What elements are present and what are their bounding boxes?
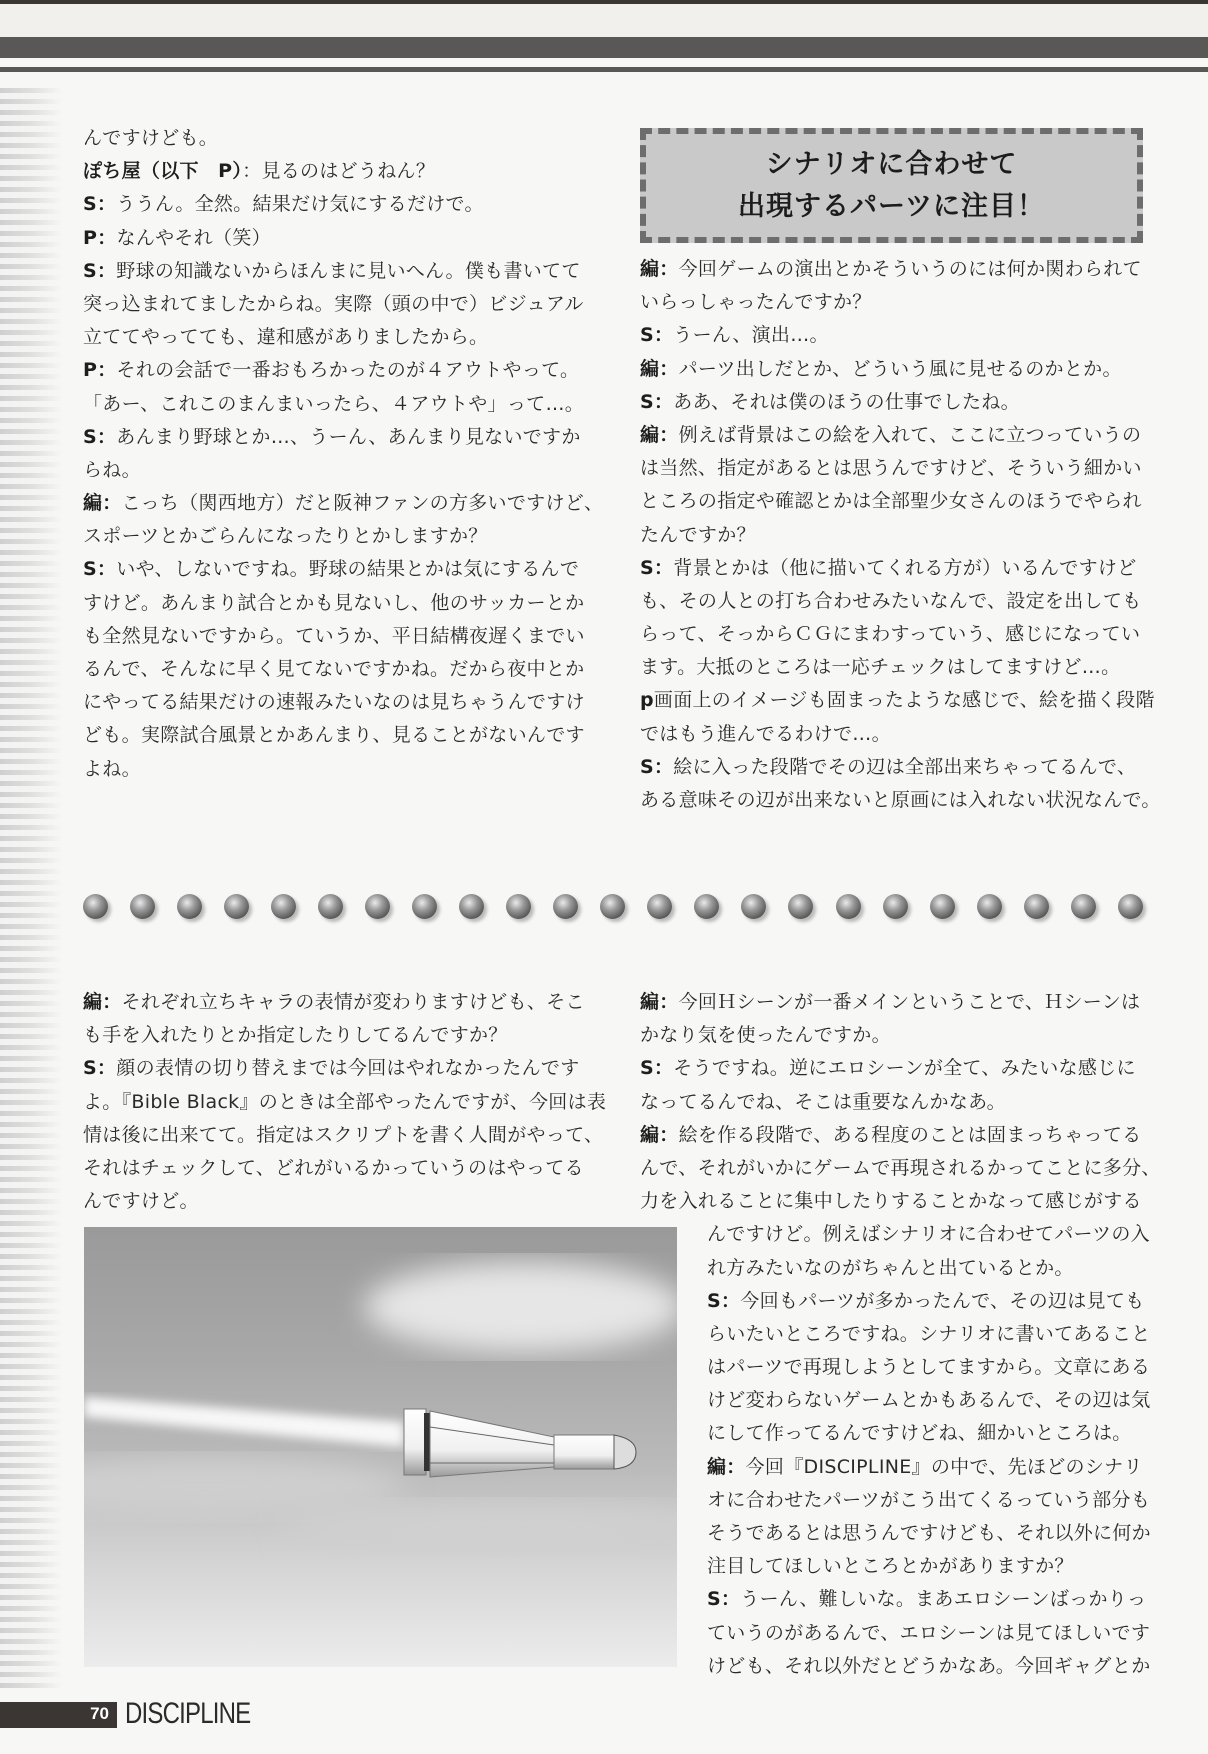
line-text: 今回もパーツが多かったんで、その辺は見ても [740,1289,1145,1312]
line-text: 野球の知識ないからほんまに見いへん。僕も書いてて [116,259,581,282]
line-text: らって、そっからＣＧにまわすっていう、感じになってい [640,623,1141,646]
divider-dot [836,894,861,919]
line-text: なんやそれ（笑） [116,226,271,249]
line-text: スポーツとかごらんになったりとかしますか？ [83,525,488,548]
speaker-label: S： [640,755,674,778]
text-line [640,784,1161,817]
text-line [640,452,1150,485]
divider-dot [553,894,578,919]
text-line [640,1052,1150,1085]
text-line [640,651,1150,684]
text-line [640,1351,1150,1384]
divider-dot [318,894,343,919]
text-line [640,1152,1161,1185]
interview-column-bottom-left [83,986,607,1218]
speaker-label: S： [707,1588,741,1611]
divider-dot [177,894,202,919]
text-line [640,1119,1150,1152]
line-text: それはチェックして、どれがいるかっていうのはやってる [83,1156,584,1179]
divider-dot [224,894,249,919]
line-text: んで、それがいかにゲームで再現されるかってことに多分、 [640,1156,1161,1179]
speaker-label: 編： [640,258,679,280]
text-line [83,1185,593,1218]
speaker-label: S： [83,259,117,282]
line-text: も手を入れたりとか指定したりしてるんですか？ [83,1024,508,1047]
divider-dot [694,894,719,919]
line-text: たんですか？ [640,523,756,546]
line-text: 立ててやってても、違和感がありましたから。 [83,326,489,349]
top-band [0,4,1208,37]
speaker-label: p [640,689,654,712]
text-line [640,751,1150,784]
text-line [640,253,1150,286]
line-text: すけど。あんまり試合とかも見ないし、他のサッカーとか [83,591,585,614]
margin-stripes [0,88,62,1688]
line-text: よね。 [83,757,141,780]
divider-dot [83,894,108,919]
line-text: ていうのがあるんで、エロシーンは見てほしいです [707,1621,1151,1644]
text-line [640,684,1155,717]
line-text: オに合わせたパーツがこう出てくるっていう部分も [707,1488,1151,1511]
line-text: そうですね。逆にエロシーンが全て、みたいな感じに [673,1057,1136,1080]
divider-dot [271,894,296,919]
text-line [83,321,593,354]
line-text: 「あー、これこのまんまいったら、４アウトや」って…。 [83,392,585,415]
speaker-label: 編： [640,357,679,380]
text-line [640,1451,1150,1484]
line-text: けども、それ以外だとどうかなあ。今回ギャグとか [707,1654,1151,1677]
speaker-label: ぽち屋（以下 P） [83,160,243,183]
text-line [640,618,1150,651]
line-text: 例えば背景はこの絵を入れて、ここに立つっていうの [678,423,1142,446]
divider-dot [883,894,908,919]
text-line [640,519,1150,552]
divider-dot [977,894,1002,919]
line-text: らいたいところですね。シナリオに書いてあること [707,1322,1151,1345]
section-heading-line-1: シナリオに合わせて [765,148,1018,180]
text-line [83,620,593,653]
text-line [640,1417,1150,1450]
text-line [83,122,593,155]
text-line [83,487,604,520]
page-number: 70 [90,1704,109,1723]
line-text: ども。実際試合風景とかあんまり、見ることがないんです [83,724,585,747]
text-line [83,1086,607,1119]
text-line [640,1019,1150,1052]
line-text: うーん、難しいな。まあエロシーンばっかりっ [740,1588,1147,1611]
text-line [83,454,593,487]
text-line [83,388,593,421]
line-text: こっち（関西地方）だと阪神ファンの方多いですけど、 [121,492,604,515]
line-text: にして作ってるんですけどね、細かいところは。 [707,1422,1132,1445]
text-line [640,1550,1150,1583]
line-text: も全然見ないですから。ていうか、平日結構夜遅くまでい [83,624,585,647]
footer-title: DISCIPLINE [125,1697,251,1730]
line-text: それぞれ立ちキャラの表情が変わりますけども、そこ [121,991,585,1013]
line-text: よ。『Bible Black』のときは全部やったんですが、今回は表 [83,1090,607,1113]
text-line [83,653,593,686]
line-text: けど変わらないゲームとかもあるんで、その辺は気 [707,1389,1151,1412]
text-line [640,1185,1150,1218]
text-line [640,419,1150,452]
text-line [83,753,593,786]
speaker-label: S： [83,1057,117,1080]
line-text: 今回『DISCIPLINE』の中で、先ほどのシナリ [745,1455,1143,1478]
line-text: なってるんでね、そこは重要なんかなあ。 [640,1090,1006,1113]
line-text: 顔の表情の切り替えまでは今回はやれなかったんです [116,1057,580,1080]
speaker-label: S： [640,390,674,413]
line-text: はパーツで再現しようとしてますから。文章にある [707,1356,1151,1379]
line-text: 注目してほしいところとかがありますか？ [707,1555,1074,1578]
line-text: うーん、演出…。 [673,324,829,347]
text-line [640,319,1150,352]
section-heading-line-2: 出現するパーツに注目！ [738,190,1045,222]
divider-dot [365,894,390,919]
text-line [640,353,1150,386]
text-line [640,1252,1150,1285]
interview-column-top-right [640,253,1161,817]
line-text: それの会話で一番おもろかったのが４アウトやって。 [116,359,580,382]
text-line [83,1119,604,1152]
text-line [83,288,593,321]
divider-dot [1024,894,1049,919]
line-text: 今回Ｈシーンが一番メインということで、Ｈシーンは [678,991,1141,1013]
line-text: 今回ゲームの演出とかそういうのには何か関わられて [678,258,1142,280]
divider-dot [647,894,672,919]
speaker-label: S： [640,324,674,347]
line-text: るんで、そんなに早く見てないですかね。だから夜中とか [83,658,585,680]
text-line [83,587,593,620]
divider-dot [930,894,955,919]
text-line [83,520,593,553]
interview-column-bottom-right [640,986,1161,1683]
speaker-label: 編： [640,991,679,1013]
divider-dot [130,894,155,919]
header-bar [0,37,1208,58]
divider-dot [741,894,766,919]
speaker-label: 編： [640,423,679,446]
text-line [640,1318,1150,1351]
divider-dot [459,894,484,919]
line-text: そうであるとは思うんですけども、それ以外に何か [707,1522,1151,1544]
line-text: あんまり野球とか…、うーん、あんまり見ないですか [116,425,581,448]
line-text: んですけども。 [83,127,219,149]
line-text: ます。大抵のところは一応チェックはしてますけど…。 [640,656,1121,679]
line-text: も、その人との打ち合わせみたいなんで、設定を出しても [640,589,1142,612]
line-text: 情は後に出来てて。指定はスクリプトを書く人間がやって、 [83,1123,604,1146]
footer-bar [0,1702,117,1728]
divider-dot [1118,894,1143,919]
text-line [640,386,1150,419]
line-text: んですけど。例えばシナリオに合わせてパーツの入 [707,1223,1150,1246]
text-line [640,1484,1150,1517]
speaker-label: S： [83,425,117,448]
divider-dot [788,894,813,919]
speaker-label: S： [83,193,117,216]
text-line [83,1152,593,1185]
divider-dot [506,894,531,919]
text-line [640,1650,1150,1683]
missile-illustration [84,1227,677,1667]
line-text: パーツ出しだとか、どういう風に見せるのかとか。 [678,357,1122,380]
text-line [640,286,1150,319]
line-text: ：見るのはどうねん？ [242,160,436,183]
header-thin-bar [0,67,1208,72]
text-line [640,485,1150,518]
speaker-label: P： [83,359,117,382]
speaker-label: 編： [83,492,122,515]
section-heading-box [640,128,1143,243]
speaker-label: S： [640,1057,674,1080]
text-line [83,719,593,752]
line-text: 突っ込まれてましたからね。実際（頭の中で）ビジュアル [83,292,584,315]
line-text: にやってる結果だけの速報みたいなのは見ちゃうんですけ [83,691,585,714]
line-text: 絵に入った段階でその辺は全部出来ちゃってるんで、 [673,755,1137,778]
divider-dot [600,894,625,919]
line-text: 力を入れることに集中したりすることかなって感じがする [640,1190,1142,1213]
text-line [640,552,1150,585]
text-line [640,1285,1150,1318]
speaker-label: 編： [640,1123,679,1146]
line-text: いや、しないですね。野球の結果とかは気にするんで [116,558,580,581]
text-line [83,1019,593,1052]
text-line [640,1583,1150,1616]
text-line [83,986,593,1019]
text-line [640,1218,1150,1251]
line-text: ああ、それは僕のほうの仕事でしたね。 [673,390,1020,413]
speaker-label: S： [640,556,674,579]
text-line [640,718,1150,751]
line-text: んですけど。 [83,1190,199,1213]
text-line [640,1517,1150,1550]
text-line [83,1052,593,1085]
missile-image [84,1227,677,1667]
interview-column-top-left [83,122,604,786]
divider-dot [1071,894,1096,919]
text-line [83,222,593,255]
text-line [640,1617,1150,1650]
text-line [83,553,593,586]
line-text: 背景とかは（他に描いてくれる方が）いるんですけど [673,556,1137,579]
text-line [83,421,593,454]
line-text: らね。 [83,458,141,481]
line-text: 絵を作る段階で、ある程度のことは固まっちゃってる [678,1123,1142,1146]
line-text: ではもう進んでるわけで…。 [640,722,891,745]
text-line [83,155,593,188]
line-text: 画面上のイメージも固まったような感じで、絵を描く段階 [653,689,1155,712]
text-line [83,686,593,719]
speaker-label: 編： [707,1455,746,1478]
text-line [640,585,1150,618]
divider-dot [412,894,437,919]
dot-divider [83,894,1143,920]
text-line [83,255,593,288]
text-line [640,986,1150,1019]
line-text: いらっしゃったんですか？ [640,291,872,314]
line-text: ある意味その辺が出来ないと原画には入れない状況なんで。 [640,789,1161,811]
text-line [83,354,593,387]
line-text: かなり気を使ったんですか。 [640,1024,891,1047]
line-text: れ方みたいなのがちゃんと出ているとか。 [707,1256,1074,1279]
line-text: は当然、指定があるとは思うんですけど、そういう細かい [640,457,1142,480]
speaker-label: S： [83,558,117,581]
text-line [640,1384,1150,1417]
line-text: ところの指定や確認とかは全部聖少女さんのほうでやられ [640,490,1142,513]
speaker-label: S： [707,1289,741,1312]
speaker-label: 編： [83,991,122,1013]
text-line [640,1086,1150,1119]
text-line [83,188,593,221]
speaker-label: P： [83,226,117,249]
line-text: ううん。全然。結果だけ気にするだけで。 [116,193,484,216]
